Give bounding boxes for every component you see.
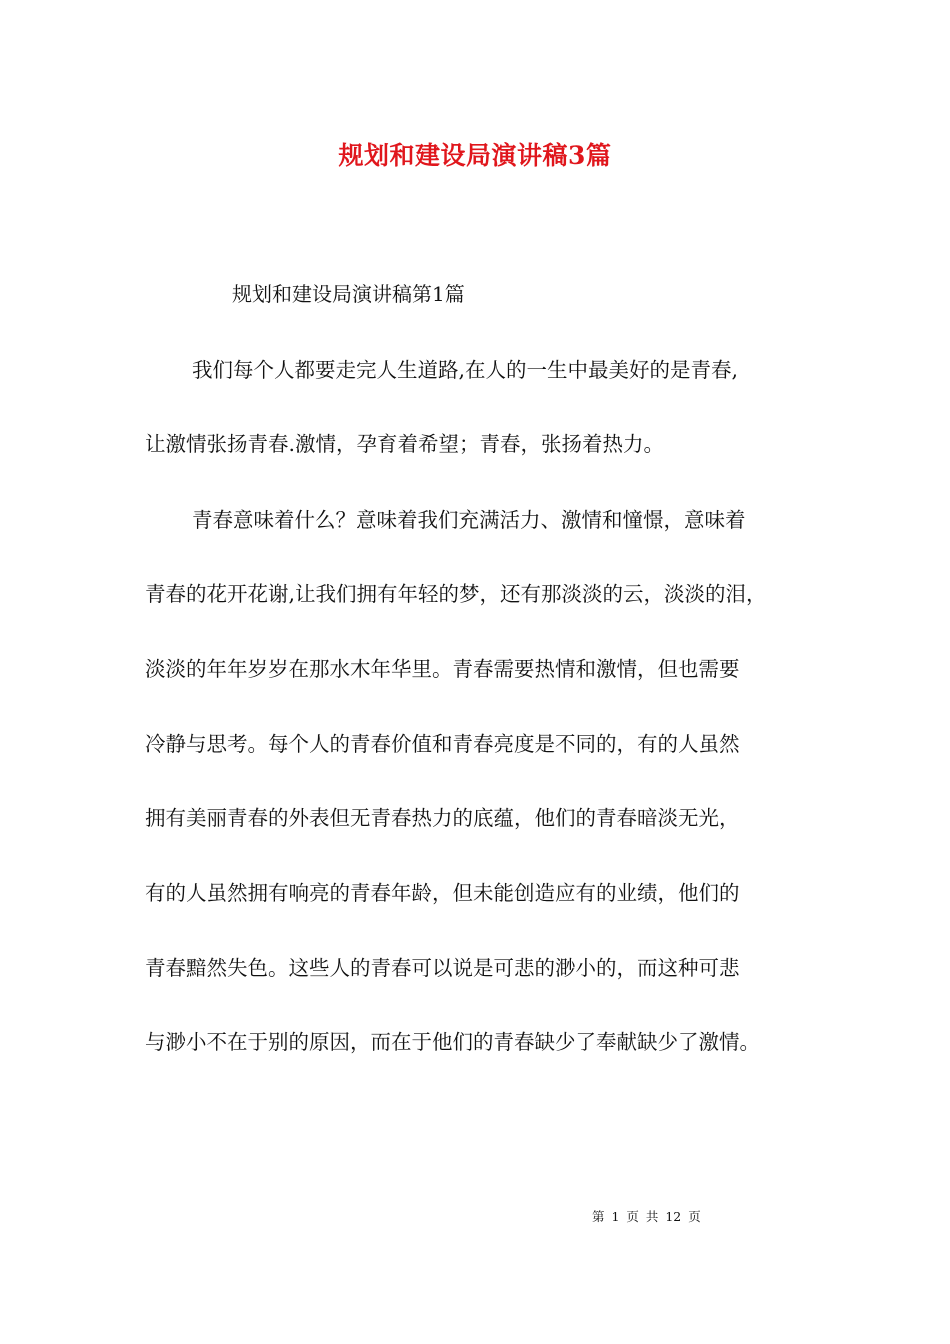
paragraph-1-line-1: 我们每个人都要走完人生道路,在人的一生中最美好的是青春, [192,358,739,382]
paragraph-2-line-1: 青春意味着什么？意味着我们充满活力、激情和憧憬，意味着 [192,508,746,532]
paragraph-2-line-7: 青春黯然失色。这些人的青春可以说是可悲的渺小的，而这种可悲 [145,956,740,980]
document-title: 规划和建设局演讲稿3篇 [338,141,612,170]
paragraph-2-line-6: 有的人虽然拥有响亮的青春年龄，但未能创造应有的业绩，他们的 [145,881,740,905]
paragraph-2-line-3: 淡淡的年年岁岁在那水木年华里。青春需要热情和激情，但也需要 [145,657,740,681]
paragraph-2-line-5: 拥有美丽青春的外表但无青春热力的底蕴，他们的青春暗淡无光， [145,806,740,830]
section-heading: 规划和建设局演讲稿第1篇 [232,282,465,306]
paragraph-1-line-2: 让激情张扬青春.激情，孕育着希望；青春，张扬着热力。 [145,432,665,456]
paragraph-2-line-4: 冷静与思考。每个人的青春价值和青春亮度是不同的，有的人虽然 [145,732,740,756]
paragraph-2-line-8: 与渺小不在于别的原因，而在于他们的青春缺少了奉献缺少了激情。 [145,1030,760,1054]
page-number-footer: 第 1 页 共 12 页 [592,1209,701,1224]
paragraph-2-line-2: 青春的花开花谢,让我们拥有年轻的梦，还有那淡淡的云，淡淡的泪， [145,582,767,606]
